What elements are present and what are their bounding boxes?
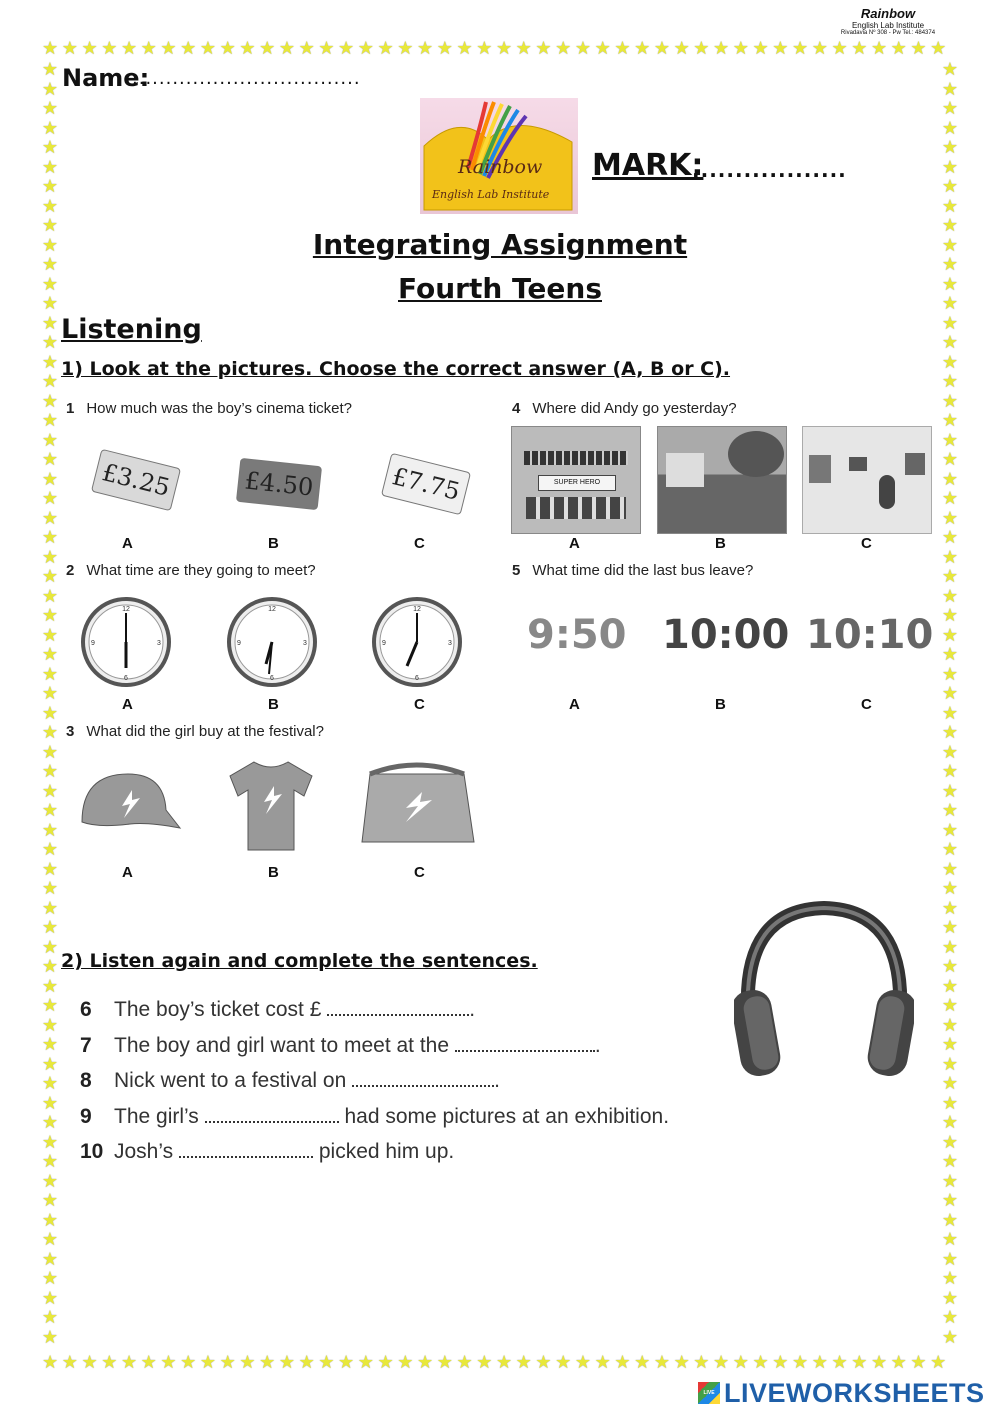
svg-text:9: 9 (237, 640, 241, 647)
corner-line2: Rivadavia Nº 308 - Pw Tel.: 484374 (840, 30, 936, 36)
svg-text:12: 12 (413, 606, 421, 613)
park-trees (728, 431, 784, 477)
s9-text-b: had some pictures at an exhibition. (344, 1105, 670, 1128)
q5-option-c[interactable]: C (861, 696, 872, 713)
s10-text-a: Josh’s (114, 1140, 174, 1163)
svg-text:9: 9 (91, 640, 95, 647)
s7-blank[interactable] (455, 1034, 595, 1052)
cinema-sign (538, 475, 616, 491)
corner-line1: English Lab Institute (851, 21, 925, 30)
q2-clock-c[interactable] (371, 596, 463, 688)
s6-text-a: The boy’s ticket cost £ (114, 998, 322, 1021)
s8-text-b: . (494, 1069, 500, 1092)
svg-text:6: 6 (270, 675, 274, 682)
name-field[interactable]: .................................. (132, 68, 361, 89)
mark-label: MARK: (592, 148, 704, 183)
q3-tshirt-picture[interactable] (226, 758, 316, 854)
s7-text-a: The boy and girl want to meet at the (114, 1034, 450, 1057)
q3 (66, 723, 324, 740)
q2-text: What time are they going to meet? (86, 562, 316, 579)
sentence-8 (80, 1069, 500, 1093)
gallery-art-1 (809, 455, 831, 483)
q3-option-c[interactable]: C (414, 864, 425, 881)
gallery-art-2 (849, 457, 867, 471)
park-house (666, 453, 704, 487)
q1-price-tag-b[interactable] (236, 458, 322, 510)
part1-instruction: 1) Look at the pictures. Choose the correct answer (A, B or C). (61, 358, 731, 380)
q2-option-b[interactable]: B (268, 696, 279, 713)
cinema-windows (524, 451, 628, 465)
q1-option-c[interactable]: C (414, 535, 425, 552)
s10-number: 10 (80, 1140, 104, 1163)
svg-text:12: 12 (268, 606, 276, 613)
star-border-bottom: ★★★★★★★★★★★★★★★★★★★★★★★★★★★★★★★★★★★★★★★★★★★★★★ (42, 1352, 950, 1373)
s8-number: 8 (80, 1069, 92, 1092)
q4-option-b[interactable]: B (715, 535, 726, 552)
q5-text: What time did the last bus leave? (532, 562, 754, 579)
q3-option-a[interactable]: A (122, 864, 133, 881)
title-line1: Integrating Assignment (312, 228, 688, 261)
q1-text: How much was the boy’s cinema ticket? (86, 400, 353, 417)
q3-option-b[interactable]: B (268, 864, 279, 881)
q5 (512, 562, 753, 579)
q4-option-a[interactable]: A (569, 535, 580, 552)
name-label: Name: (62, 64, 150, 92)
logo-subtitle: English Lab Institute (432, 188, 550, 201)
title-line2: Fourth Teens (398, 272, 602, 305)
live-badge: LIVE (698, 1382, 720, 1404)
gallery-sculpture (879, 475, 895, 509)
star-border-right: ★ ★ ★ ★ ★ ★ ★ ★ ★ ★ ★ ★ ★ ★ ★ ★ ★ ★ ★ ★ ★ ★ ★ ★ ★ ★ ★ ★ ★ ★ ★ ★ ★ ★ ★ ★ ★ ★ ★ ★ ★ ★ ★ ★ ★ ★ ★ ★ ★ ★ ★ ★ ★ ★ ★ ★ ★ ★ ★ ★ ★ ★ ★ ★ ★ ★ (941, 60, 959, 1348)
s6-number: 6 (80, 998, 92, 1021)
s6-blank[interactable] (327, 998, 469, 1016)
sentence-9 (80, 1105, 669, 1129)
star-border-left: ★ ★ ★ ★ ★ ★ ★ ★ ★ ★ ★ ★ ★ ★ ★ ★ ★ ★ ★ ★ ★ ★ ★ ★ ★ ★ ★ ★ ★ ★ ★ ★ ★ ★ ★ ★ ★ ★ ★ ★ ★ ★ ★ ★ ★ ★ ★ ★ ★ ★ ★ ★ ★ ★ ★ ★ ★ ★ ★ ★ ★ ★ ★ ★ ★ ★ (41, 60, 59, 1348)
mark-field[interactable]: .................. (692, 158, 847, 182)
q5-option-b[interactable]: B (715, 696, 726, 713)
q5-option-a[interactable]: A (569, 696, 580, 713)
q3-bag-picture[interactable] (356, 762, 480, 848)
q2-option-a[interactable]: A (122, 696, 133, 713)
s8-text-a: Nick went to a festival on (114, 1069, 347, 1092)
cinema-doors (526, 497, 626, 519)
svg-text:12: 12 (122, 606, 130, 613)
q1-price-a: £3.25 (99, 458, 173, 502)
q4-cinema-picture[interactable] (511, 426, 641, 534)
q3-cap-picture[interactable] (78, 766, 182, 836)
q1-option-a[interactable]: A (122, 535, 133, 552)
s7-text-b: . (594, 1034, 601, 1057)
sentence-10 (80, 1140, 454, 1164)
q2-clock-b[interactable] (226, 596, 318, 688)
s7-number: 7 (80, 1034, 92, 1057)
part2-instruction: 2) Listen again and complete the sentences. (61, 950, 538, 972)
sentence-7 (80, 1034, 601, 1058)
q1-price-tag-a[interactable] (91, 449, 181, 512)
svg-text:3: 3 (448, 640, 452, 647)
svg-text:6: 6 (415, 675, 419, 682)
sentence-6 (80, 998, 475, 1022)
q2-option-c[interactable]: C (414, 696, 425, 713)
headphones-icon (734, 900, 914, 1086)
q2 (66, 562, 316, 579)
svg-text:3: 3 (303, 640, 307, 647)
gallery-art-3 (905, 453, 925, 475)
q4 (512, 400, 737, 417)
q5-time-a[interactable]: 9:50 (527, 612, 627, 658)
q4-poster-text: SUPER HERO (553, 479, 601, 486)
q1-option-b[interactable]: B (268, 535, 279, 552)
logo-title: Rainbow (458, 156, 543, 178)
q2-clock-a[interactable] (80, 596, 172, 688)
corner-brand: Rainbow (860, 6, 916, 21)
star-border-top: ★★★★★★★★★★★★★★★★★★★★★★★★★★★★★★★★★★★★★★★★★★★★★★ (42, 38, 950, 59)
s8-blank[interactable] (352, 1069, 494, 1087)
q1 (66, 400, 352, 417)
s10-text-b: picked him up. (318, 1140, 455, 1163)
q1-price-tag-c[interactable] (381, 453, 471, 516)
corner-stamp (828, 6, 948, 36)
liveworksheets-logo (698, 1378, 985, 1408)
svg-text:9: 9 (382, 640, 386, 647)
s9-number: 9 (80, 1105, 92, 1128)
s9-blank[interactable] (205, 1105, 339, 1123)
q1-price-c: £7.75 (389, 462, 463, 506)
q5-number: 5 (512, 562, 521, 579)
q4-option-c[interactable]: C (861, 535, 872, 552)
q2-number: 2 (66, 562, 75, 579)
section-listening: Listening (61, 314, 202, 345)
svg-text:6: 6 (124, 675, 128, 682)
s9-text-a: The girl’s (114, 1105, 199, 1128)
q5-time-b[interactable]: 10:00 (662, 612, 790, 658)
q4-gallery-picture[interactable] (802, 426, 932, 534)
q5-time-c[interactable]: 10:10 (806, 612, 934, 658)
q3-number: 3 (66, 723, 75, 740)
q3-text: What did the girl buy at the festival? (86, 723, 324, 740)
school-logo (420, 98, 578, 214)
liveworksheets-text: LIVEWORKSHEETS (724, 1377, 985, 1408)
s6-text-b: . (469, 998, 476, 1021)
q1-number: 1 (66, 400, 75, 417)
q4-text: Where did Andy go yesterday? (532, 400, 737, 417)
q4-number: 4 (512, 400, 521, 417)
s10-blank[interactable] (179, 1140, 313, 1158)
q4-park-picture[interactable] (657, 426, 787, 534)
q1-price-b: £4.50 (243, 466, 315, 502)
svg-text:3: 3 (157, 640, 161, 647)
